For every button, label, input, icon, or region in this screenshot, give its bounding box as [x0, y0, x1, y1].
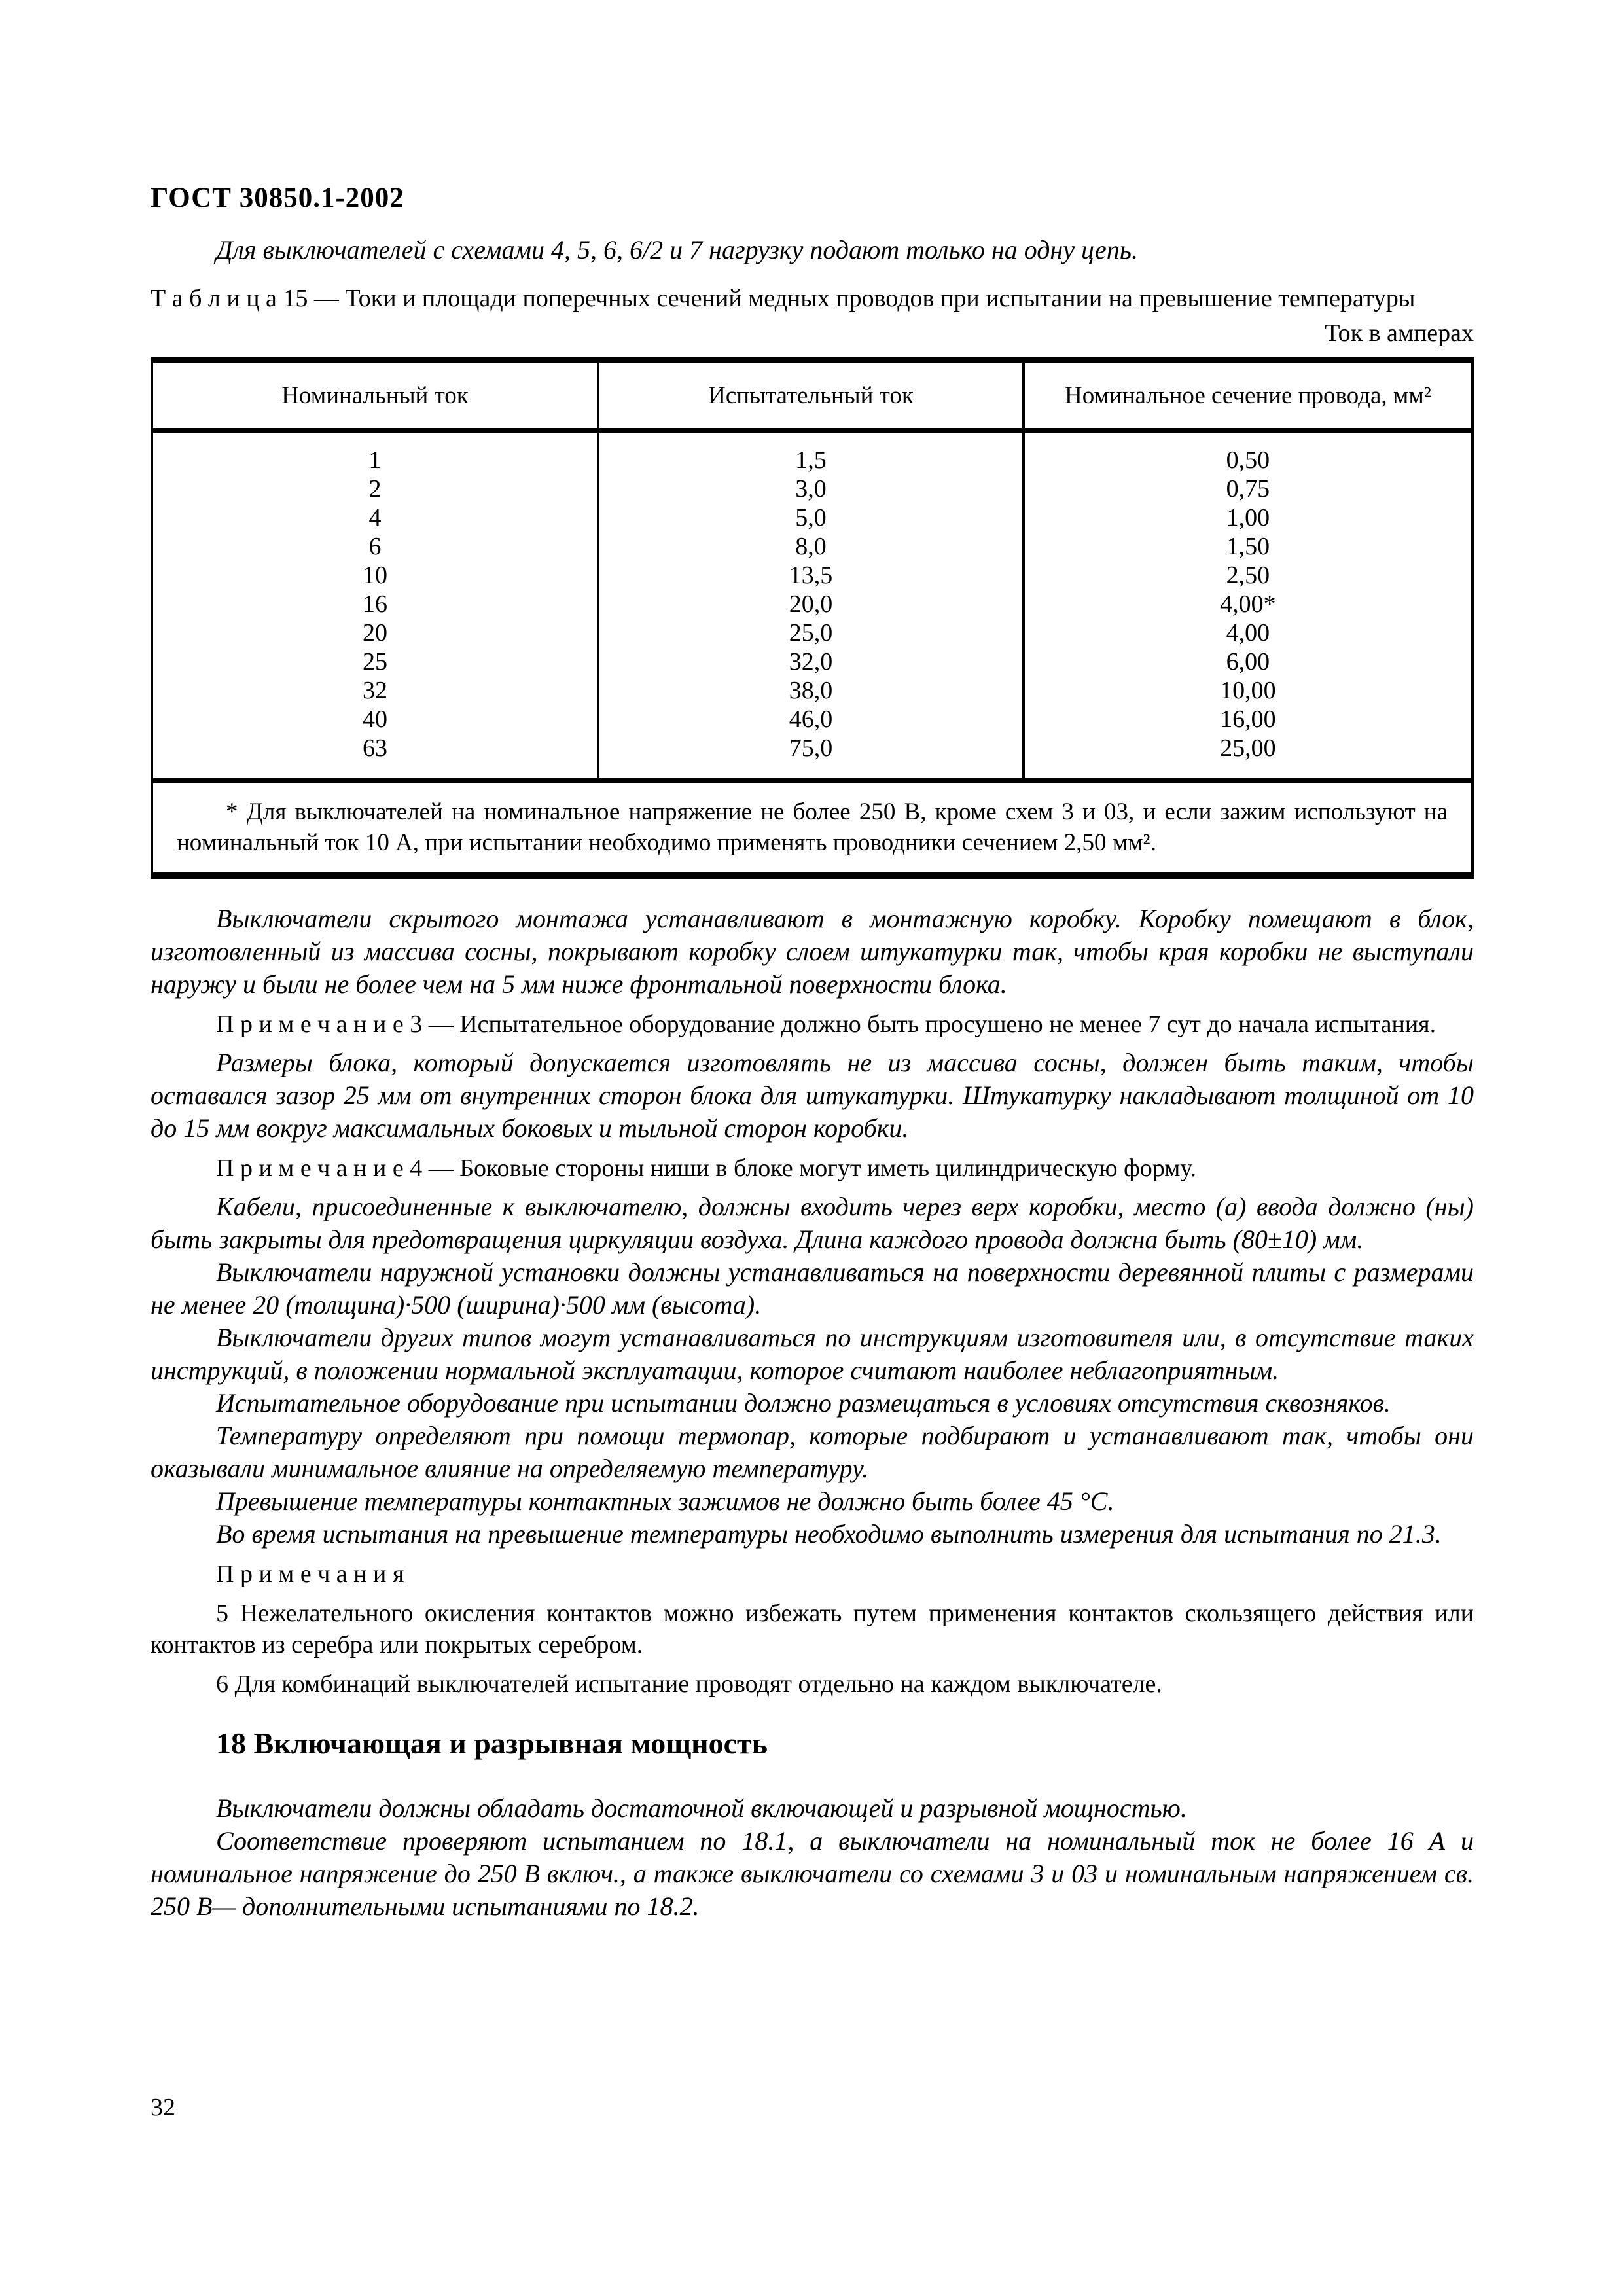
paragraph: Кабели, присоединенные к выключателю, должны входить через верх коробки, место (а) ввода должно (ны) быть закрыты для предотвращения циркуляции воздуха. Длина каждого провода должна быть (80±10) мм. [151, 1192, 1474, 1254]
column-header-nominal-current: Номинальный ток [152, 360, 598, 431]
table-cell: 75,0 [598, 734, 1024, 781]
table-cell: 32 [152, 676, 598, 705]
table-footnote: * Для выключателей на номинальное напряжение не более 250 В, кроме схем 3 и 03, и если зажим используют на номинальный ток 10 А, при испытании необходимо применять проводники сечением 2,50 мм². [152, 781, 1472, 876]
table-row [152, 532, 1472, 561]
section-heading: 18 Включающая и разрывная мощность [216, 1727, 768, 1760]
table-cell: 2 [152, 475, 598, 503]
notes-title: П р и м е ч а н и я [216, 1560, 404, 1588]
table-header-row [152, 360, 1472, 431]
note-paragraph: 5 Нежелательного окисления контактов можно избежать путем применения контактов скользящего действия или контактов из серебра или покрытых серебром. [151, 1600, 1474, 1659]
table-cell: 6 [152, 532, 598, 561]
paragraph: Соответствие проверяют испытанием по 18.1, а выключатели на номинальный ток не более 16 А и номинальное напряжение до 250 В включ., а также выключатели со схемами 3 и 03 и номинальным напряжением св. 250 В— дополнительными испытаниями по 18.2. [151, 1826, 1474, 1921]
table-row [152, 647, 1472, 676]
table-row [152, 734, 1472, 781]
paragraph: Испытательное оборудование при испытании должно размещаться в условиях отсутствия сквозняков. [216, 1388, 1391, 1418]
table-row [152, 503, 1472, 532]
paragraph: Превышение температуры контактных зажимов не должно быть более 45 °С. [216, 1486, 1115, 1516]
table-row [152, 431, 1472, 475]
page-number: 32 [151, 2094, 175, 2121]
table-cell: 46,0 [598, 705, 1024, 734]
table-row [152, 619, 1472, 647]
column-header-test-current: Испытательный ток [598, 360, 1024, 431]
table-cell: 32,0 [598, 647, 1024, 676]
paragraph: Во время испытания на превышение температуры необходимо выполнить измерения для испытания по 21.3. [216, 1519, 1442, 1549]
table-row [152, 590, 1472, 619]
units-label: Ток в амперах [1325, 319, 1474, 347]
table-cell: 1 [152, 431, 598, 475]
table-row [152, 705, 1472, 734]
table-cell: 16 [152, 590, 598, 619]
table-cell: 0,50 [1226, 446, 1270, 474]
table-footnote-row [152, 781, 1472, 876]
paragraph: Выключатели наружной установки должны устанавливаться на поверхности деревянной плиты с размерами не менее 20 (толщина)·500 (ширина)·500 мм (высота). [151, 1257, 1474, 1319]
table-row [152, 475, 1472, 503]
table-body [152, 431, 1472, 876]
paragraph: Выключатели должны обладать достаточной включающей и разрывной мощностью. [216, 1793, 1187, 1823]
table-cell: 10,00 [1220, 677, 1276, 704]
note-paragraph: 6 Для комбинаций выключателей испытание проводят отдельно на каждом выключателе. [216, 1670, 1162, 1698]
table-caption: Т а б л и ц а 15 — Токи и площади поперечных сечений медных проводов при испытании на превышение температуры [151, 285, 1416, 312]
body-text [151, 903, 1474, 1700]
table-cell: 10 [152, 561, 598, 590]
table-cell: 20,0 [598, 590, 1024, 619]
table-row [152, 561, 1472, 590]
table-cell: 3,0 [598, 475, 1024, 503]
paragraph: Выключатели скрытого монтажа устанавливают в монтажную коробку. Коробку помещают в блок, изготовленный из массива сосны, покрывают коробку слоем штукатурки так, чтобы края коробки не выступали наружу и были не более чем на 5 мм ниже фронтальной поверхности блока. [151, 904, 1474, 999]
table-cell: 40 [152, 705, 598, 734]
table-cell: 25,0 [598, 619, 1024, 647]
note-paragraph: П р и м е ч а н и е 4 — Боковые стороны ниши в блоке могут иметь цилиндрическую форму. [216, 1155, 1196, 1182]
table-cell: 4,00* [1220, 590, 1276, 618]
paragraph: Выключатели других типов могут устанавливаться по инструкциям изготовителя или, в отсутствие таких инструкций, в положении нормальной эксплуатации, которое считают наиболее неблагоприятным. [151, 1323, 1474, 1385]
table-cell: 5,0 [598, 503, 1024, 532]
table-cell: 1,5 [598, 431, 1024, 475]
section-18-text [151, 1792, 1474, 1923]
column-header-wire-section: Номинальное сечение провода, мм² [1024, 360, 1472, 431]
paragraph: Температуру определяют при помощи термопар, которые подбирают и устанавливают так, чтобы они оказывали минимальное влияние на определяемую температуру. [151, 1421, 1474, 1483]
intro-paragraph: Для выключателей с схемами 4, 5, 6, 6/2 и 7 нагрузку подают только на одну цепь. [216, 235, 1138, 264]
table-cell: 20 [152, 619, 598, 647]
table-cell: 4 [152, 503, 598, 532]
table-cell: 25 [152, 647, 598, 676]
table-15 [151, 357, 1474, 879]
table-cell: 1,50 [1226, 533, 1270, 560]
note-paragraph: П р и м е ч а н и е 3 — Испытательное оборудование должно быть просушено не менее 7 сут до начала испытания. [216, 1011, 1436, 1038]
table-cell: 1,00 [1226, 504, 1270, 531]
table-cell: 25,00 [1220, 734, 1276, 762]
table-cell: 0,75 [1226, 475, 1270, 503]
table-cell: 4,00 [1226, 619, 1270, 647]
doc-number: ГОСТ 30850.1-2002 [151, 183, 404, 213]
table-row [152, 676, 1472, 705]
table-cell: 8,0 [598, 532, 1024, 561]
table-cell: 13,5 [598, 561, 1024, 590]
paragraph: Размеры блока, который допускается изготовлять не из массива сосны, должен быть таким, чтобы оставался зазор 25 мм от внутренних сторон блока для штукатурки. Штукатурку накладывают толщиной от 10 до 15 мм вокруг максимальных боковых и тыльной сторон коробки. [151, 1048, 1474, 1143]
table-cell: 2,50 [1226, 562, 1270, 589]
table-cell: 6,00 [1226, 648, 1270, 675]
table-cell: 63 [152, 734, 598, 781]
table-cell: 16,00 [1220, 706, 1276, 733]
table-cell: 38,0 [598, 676, 1024, 705]
